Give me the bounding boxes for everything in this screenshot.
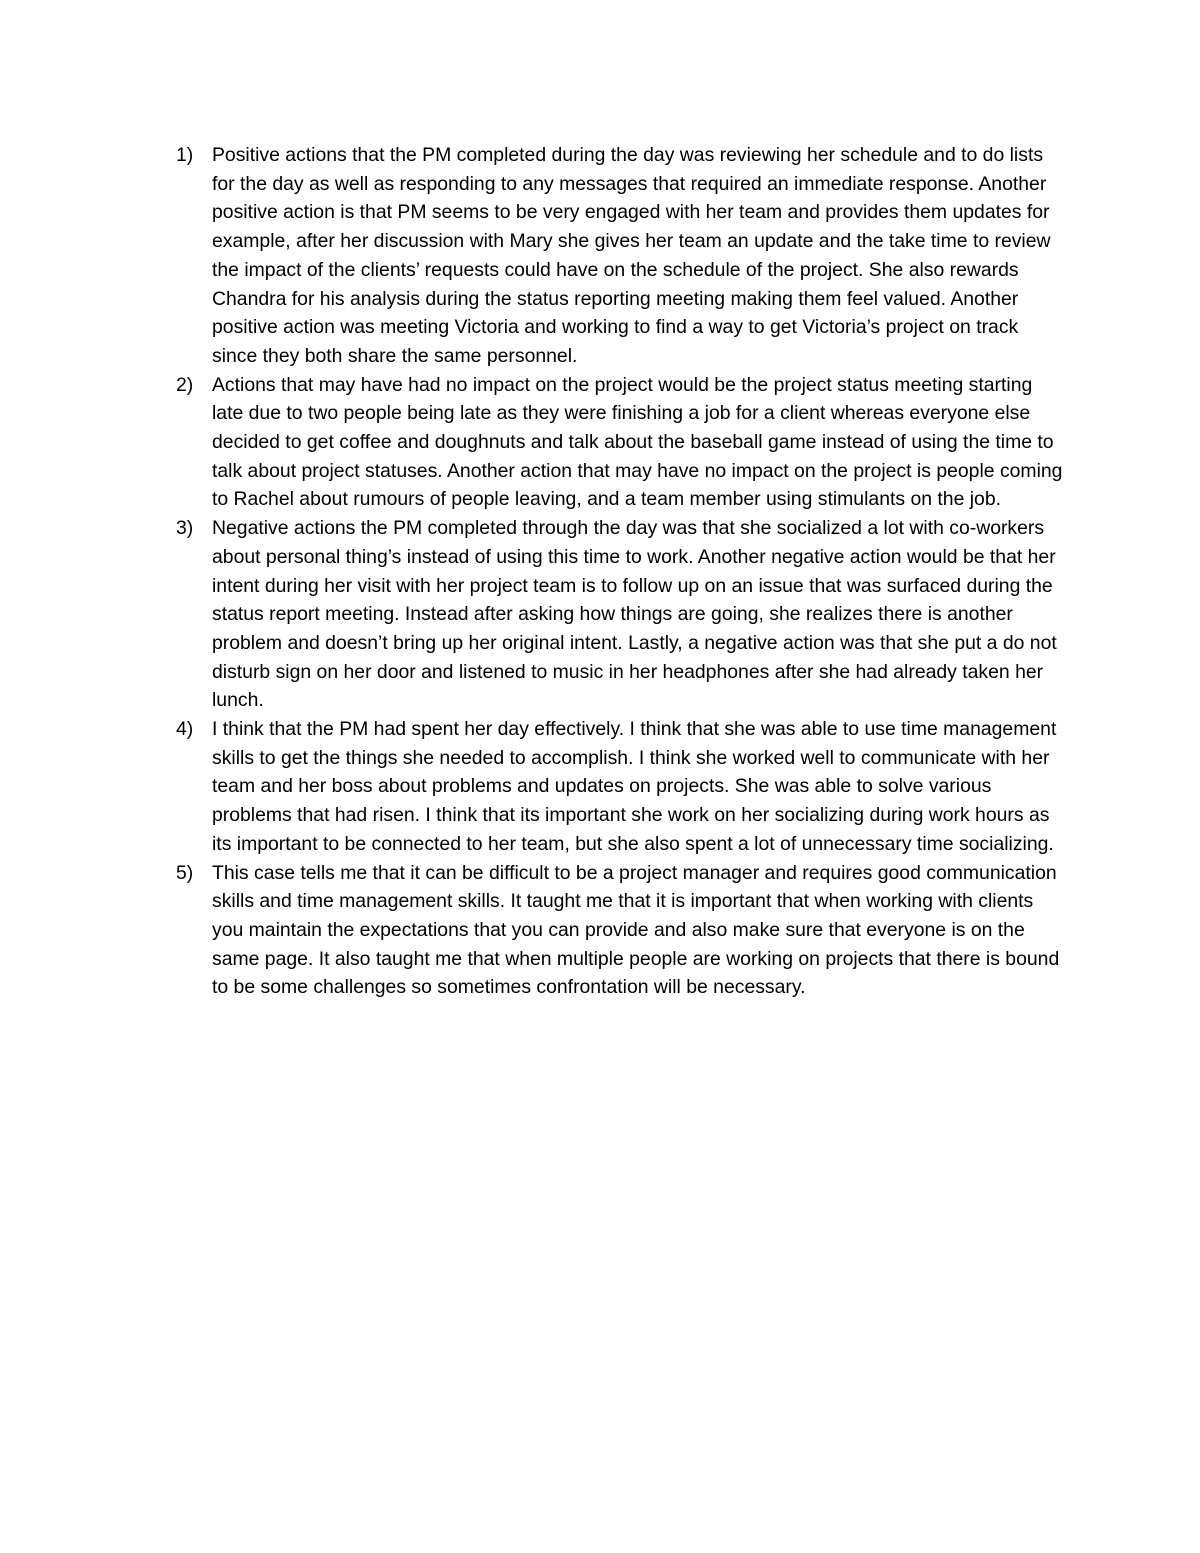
list-item-number: 3) (176, 517, 194, 540)
list-item-number: 5) (176, 861, 194, 884)
list-item (176, 514, 1066, 715)
list-item (176, 371, 1066, 515)
list-item (176, 859, 1066, 1003)
list-item (176, 715, 1066, 859)
list-item-text: Negative actions the PM completed through the day was that she socialized a lot with co-workers about personal thing’s instead of using this time to work. Another negative action would be that her intent during her visit with her project team is to follow up on an issue that was surfaced during the status report meeting. Instead after asking how things are going, she realizes there is another problem and doesn’t bring up her original intent. Lastly, a negative action was that she put a do not disturb sign on her door and listened to music in her headphones after she had already taken her lunch. (212, 517, 1057, 712)
list-item-number: 1) (176, 144, 194, 166)
list-item-text: Actions that may have had no impact on the project would be the project status meeting starting late due to two people being late as they were finishing a job for a client whereas everyone else decided to get coffee and doughnuts and talk about the baseball game instead of using the time to talk about project statuses. Another action that may have no impact on the project is people coming to Rachel about rumours of people leaving, and a team member using stimulants on the job. (212, 373, 1063, 511)
list-item-number: 4) (176, 718, 194, 741)
list-item-text: Positive actions that the PM completed during the day was reviewing her schedule and to do lists for the day as well as responding to any messages that required an immediate response. Another positive action is that PM seems to be very engaged with her team and provides them updates for example, after her discussion with Mary she gives her team an update and the take time to review the impact of the clients’ requests could have on the schedule of the project. She also rewards Chandra for his analysis during the status reporting meeting making them feel valued. Another positive action was meeting Victoria and working to find a way to get Victoria’s project on track since they both share the same personnel. (212, 144, 1051, 367)
list-item (176, 141, 1066, 371)
answer-list (176, 141, 1066, 1002)
list-item-number: 2) (176, 373, 194, 396)
list-item-text: This case tells me that it can be difficult to be a project manager and requires good communication skills and time management skills. It taught me that it is important that when working with clients you maintain the expectations that you can provide and also make sure that everyone is on the same page. It also taught me that when multiple people are working on projects that there is bound to be some challenges so sometimes confrontation will be necessary. (212, 861, 1060, 999)
list-item-text: I think that the PM had spent her day effectively. I think that she was able to use time management skills to get the things she needed to accomplish. I think she worked well to communicate with her team and her boss about problems and updates on projects. She was able to solve various problems that had risen. I think that its important she work on her socializing during work hours as its important to be connected to her team, but she also spent a lot of unnecessary time socializing. (212, 718, 1057, 855)
